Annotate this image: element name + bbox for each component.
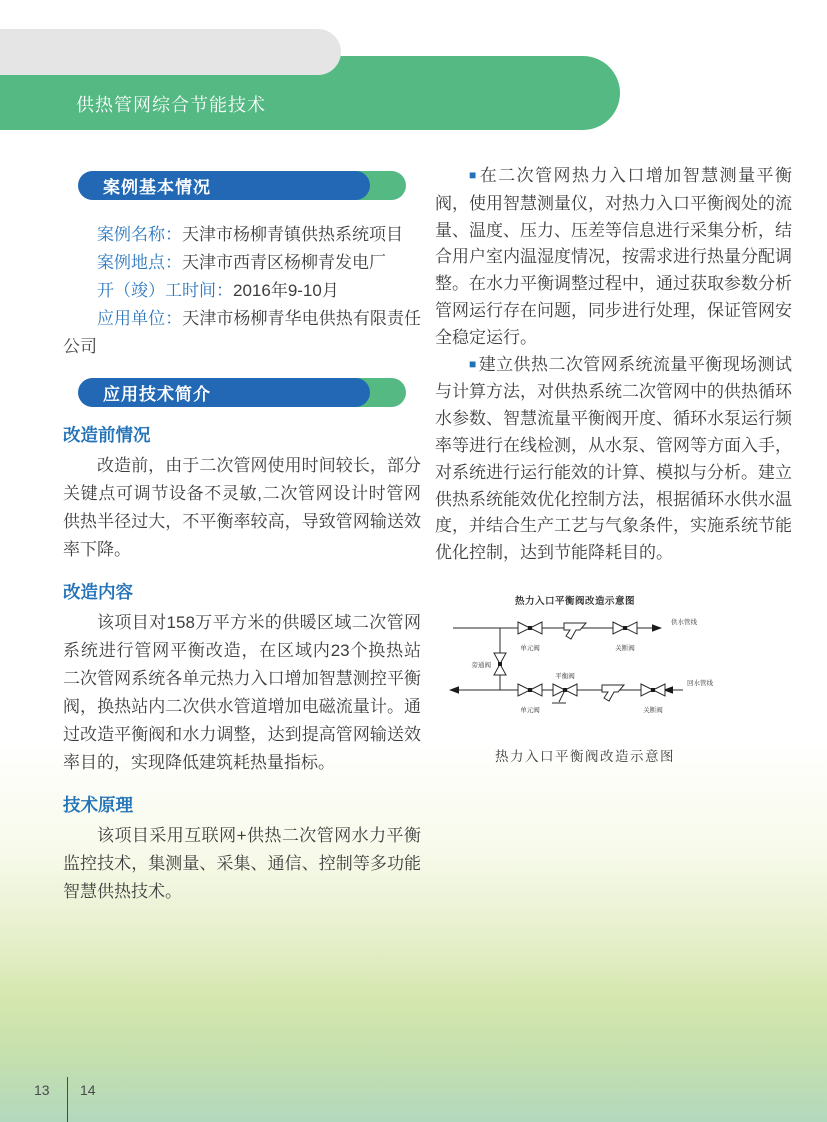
subsection-tech-principle — [63, 792, 421, 906]
subsection-heading: 技术原理 — [63, 795, 133, 815]
subsection-renovation-content — [63, 579, 421, 777]
section-title: 案例基本情况 — [103, 178, 211, 197]
field-value: 天津市西青区杨柳青发电厂 — [182, 253, 386, 272]
page-number-right: 14 — [80, 1082, 96, 1098]
field-case-location — [63, 249, 421, 277]
unit-valve-bottom-label: 单元阀 — [520, 706, 540, 714]
case-info-fields — [63, 221, 421, 361]
supply-line-label: 供水管线 — [671, 618, 697, 626]
balance-valve-schematic — [435, 587, 792, 737]
strainer-bottom-icon — [602, 685, 624, 701]
section-header-tech-intro — [78, 378, 370, 407]
page-title: 供热管网综合节能技术 — [76, 95, 266, 115]
subsection-body: 该项目采用互联网+供热二次管网水力平衡监控技术，集测量、采集、通信、控制等多功能智慧供热技术。 — [63, 826, 421, 901]
balance-valve-label: 平衡阀 — [555, 672, 575, 680]
field-label: 案例名称： — [97, 225, 182, 244]
field-label: 开（竣）工时间： — [97, 281, 233, 300]
section-bar-blue — [78, 171, 370, 200]
shutoff-valve-bottom-label: 关断阀 — [643, 706, 663, 714]
paragraph-text: 建立供热二次管网系统流量平衡现场测试与计算方法，对供热系统二次管网中的供热循环水参数、智慧流量平衡阀开度、循环水泵运行频率等进行在线检测，从水泵、管网等方面入手，对系统进行运行能效的计算、模拟与分析。建立供热系统能效优化控制方法，根据循环水供水温度，并结合生产工艺与气象条件，实施系统节能优化控制，达到节能降耗目的。 — [435, 354, 793, 563]
page-number-divider — [67, 1077, 68, 1122]
page-number-left: 13 — [34, 1082, 50, 1098]
flow-arrow-right-icon — [652, 624, 662, 632]
shutoff-valve-top-label: 关断阀 — [615, 644, 635, 652]
strainer-top-icon — [564, 623, 586, 639]
section-bar-blue — [78, 378, 370, 407]
field-applying-unit — [63, 305, 421, 361]
shutoff-valve-bottom-icon — [641, 684, 665, 696]
bypass-valve-icon — [494, 653, 506, 675]
header-gray-band — [0, 29, 341, 75]
unit-valve-bottom-icon — [518, 684, 542, 696]
field-label: 应用单位： — [97, 309, 183, 328]
subsection-heading: 改造前情况 — [63, 425, 151, 445]
section-title: 应用技术简介 — [103, 385, 211, 404]
return-line-label: 回水管线 — [687, 679, 713, 687]
unit-valve-top-label: 单元阀 — [520, 644, 540, 652]
flow-arrow-left-icon — [449, 686, 459, 694]
square-bullet-icon: ■ — [469, 168, 478, 182]
tech-point-paragraph — [435, 352, 792, 567]
bypass-valve-label: 旁通阀 — [471, 661, 491, 669]
balance-valve-icon — [552, 684, 577, 703]
subsection-heading: 改造内容 — [63, 582, 133, 602]
shutoff-valve-top-icon — [613, 622, 637, 634]
field-value: 天津市杨柳青华电供热有限责任公司 — [63, 309, 422, 356]
field-construction-time — [63, 277, 421, 305]
right-column — [435, 163, 792, 765]
field-value: 天津市杨柳青镇供热系统项目 — [182, 225, 403, 244]
section-header-case-info — [78, 171, 370, 200]
page-footer — [0, 1077, 140, 1122]
subsection-before-renovation — [63, 422, 421, 564]
subsection-body: 该项目对158万平方米的供暖区域二次管网系统进行管网平衡改造，在区域内23个换热站二次管网系统各单元热力入口增加智慧测控平衡阀，换热站内二次供水管道增加电磁流量计。通过改造平衡阀和水力调整，达到提高管网输送效率目的，实现降低建筑耗热量指标。 — [63, 613, 421, 772]
left-column — [63, 171, 421, 906]
field-label: 案例地点： — [97, 253, 182, 272]
square-bullet-icon: ■ — [469, 356, 477, 371]
field-case-name — [63, 221, 421, 249]
field-value: 2016年9-10月 — [233, 281, 339, 300]
diagram-block — [435, 587, 792, 765]
tech-point-paragraph — [435, 163, 792, 352]
unit-valve-top-icon — [518, 622, 542, 634]
diagram-title: 热力入口平衡阀改造示意图 — [514, 595, 636, 607]
paragraph-text: 在二次管网热力入口增加智慧测量平衡阀，使用智慧测量仪，对热力入口平衡阀处的流量、温度、压力、压差等信息进行采集分析，结合用户室内温湿度情况，按需求进行热量分配调整。在水力平衡调整过程中，通过获取参数分析管网运行存在问题，同步进行处理，保证管网安全稳定运行。 — [435, 166, 793, 347]
subsection-body: 改造前，由于二次管网使用时间较长，部分关键点可调节设备不灵敏,二次管网设计时管网供热半径过大，不平衡率较高，导致管网输送效率下降。 — [63, 456, 421, 559]
diagram-caption: 热力入口平衡阀改造示意图 — [495, 748, 675, 764]
